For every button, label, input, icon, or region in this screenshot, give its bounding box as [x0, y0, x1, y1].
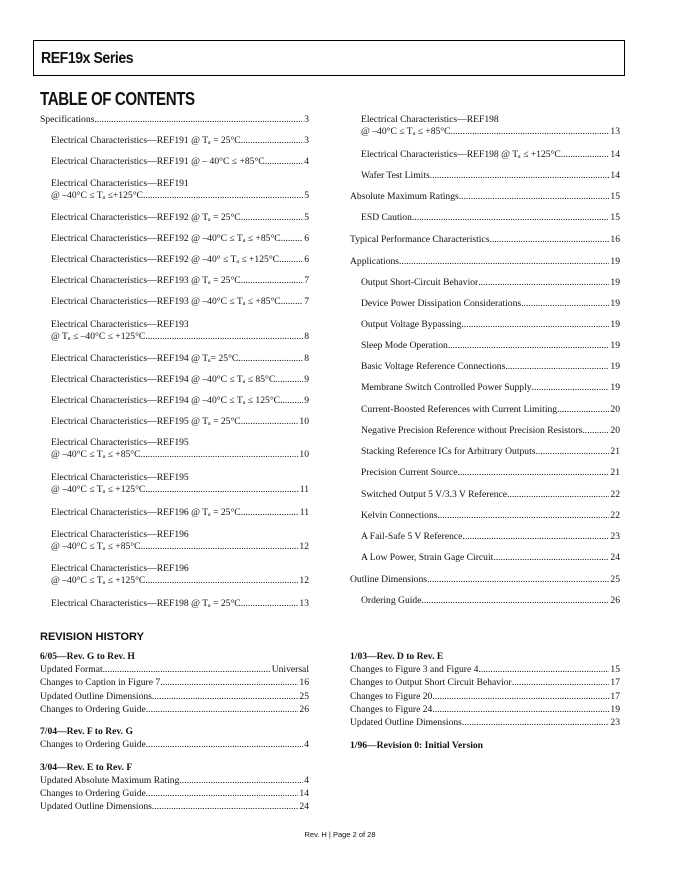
revision-item: [350, 717, 620, 729]
dot-leader: [280, 395, 303, 407]
revision-history-title: REVISION HISTORY: [40, 631, 144, 643]
toc-entry-title-line: Electrical Characteristics—REF196: [51, 563, 189, 574]
dot-leader: [412, 212, 610, 224]
dot-leader: [103, 664, 271, 676]
dot-leader: [160, 677, 298, 689]
toc-entry-title: Electrical Characteristics—REF194 @ –40°C ≤ Tₐ ≤ 85°C: [51, 374, 276, 385]
dot-leader: [146, 739, 303, 751]
toc-entry-title-line: Electrical Characteristics—REF198: [361, 114, 499, 125]
dot-leader: [241, 275, 303, 287]
revision-item: [40, 775, 309, 787]
toc-entry-title: Outline Dimensions: [350, 574, 428, 585]
toc-entry-title: Basic Voltage Reference Connections: [361, 361, 506, 372]
revision-heading: 1/03—Rev. D to Rev. E: [350, 651, 444, 662]
toc-entry-title: Electrical Characteristics—REF193 @ –40°C ≤ Tₐ ≤ +85°C: [51, 296, 281, 307]
toc-entry[interactable]: [51, 472, 309, 496]
dot-leader: [145, 575, 298, 587]
dot-leader: [432, 704, 609, 716]
toc-entry-page: 3: [304, 114, 309, 125]
revision-item-page: 24: [299, 801, 309, 813]
toc-entry[interactable]: [51, 437, 309, 461]
toc-entry-title: Electrical Characteristics—REF191 @ – 40°C ≤ +85°C: [51, 156, 265, 167]
revision-item: [40, 677, 309, 689]
revision-item-text: Changes to Ordering Guide: [40, 739, 146, 751]
toc-entry-title: Specifications: [40, 114, 95, 125]
toc-entry-title: @ –40°C ≤ Tₐ ≤ +125°C: [51, 484, 146, 495]
dot-leader: [507, 489, 609, 501]
revision-item: [40, 704, 309, 716]
toc-entry[interactable]: [350, 234, 620, 246]
toc-entry[interactable]: [361, 446, 620, 458]
toc-entry[interactable]: [40, 114, 309, 126]
revision-heading: 6/05—Rev. G to Rev. H: [40, 651, 135, 662]
toc-entry-page: 11: [299, 507, 309, 518]
toc-entry-title: @ Tₐ ≤ –40°C ≤ +125°C: [51, 331, 146, 342]
dot-leader: [478, 277, 609, 289]
toc-entry-page: 6: [304, 233, 309, 244]
toc-entry-title: Output Voltage Bypassing: [361, 319, 462, 330]
page-footer: Rev. H | Page 2 of 28: [304, 830, 376, 839]
toc-entry-title: Output Short-Circuit Behavior: [361, 277, 479, 288]
toc-entry-page: 20: [610, 404, 620, 415]
toc-entry-page: 15: [610, 212, 620, 223]
revision-item-text: Updated Format: [40, 664, 103, 675]
toc-entry-title: @ –40°C ≤ Tₐ ≤ +85°C: [51, 449, 141, 460]
revision-item-text: Changes to Ordering Guide: [40, 703, 146, 715]
dot-leader: [146, 788, 299, 800]
dot-leader: [265, 156, 304, 168]
toc-entry-page: 7: [304, 296, 309, 307]
toc-entry[interactable]: [361, 489, 620, 501]
toc-entry-title: Electrical Characteristics—REF192 @ –40° ≤ Tₐ ≤ +125°C: [51, 254, 280, 265]
toc-entry[interactable]: [51, 233, 309, 245]
toc-entry-page: 25: [610, 574, 620, 585]
revision-heading: 1/96—Revision 0: Initial Version: [350, 739, 483, 751]
toc-title: TABLE OF CONTENTS: [40, 89, 195, 109]
toc-entry-page: 20: [610, 425, 620, 436]
toc-entry-title: A Low Power, Strain Gage Circuit: [361, 552, 494, 563]
toc-entry[interactable]: [361, 404, 620, 416]
revision-item-text: Changes to Figure 20: [350, 690, 433, 702]
dot-leader: [512, 677, 610, 689]
toc-entry[interactable]: [361, 298, 620, 310]
toc-entry-page: 19: [610, 277, 620, 288]
dot-leader: [432, 691, 609, 703]
toc-entry-page: 12: [299, 541, 309, 552]
toc-entry-page: 13: [299, 598, 309, 609]
revision-item-text: Updated Outline Dimensions: [40, 801, 152, 813]
toc-entry-title: ESD Caution: [361, 212, 412, 223]
toc-entry[interactable]: [350, 574, 620, 586]
toc-entry-page: 13: [610, 126, 620, 137]
toc-entry-title: @ –40°C ≤ Tₐ ≤ +125°C: [51, 575, 146, 586]
toc-entry-title: Electrical Characteristics—REF193 @ Tₐ = 25°C: [51, 275, 241, 286]
revision-item-text: Updated Outline Dimensions: [40, 690, 152, 702]
dot-leader: [145, 484, 298, 496]
dot-leader: [448, 340, 610, 352]
toc-entry[interactable]: [350, 191, 620, 203]
dot-leader: [421, 595, 609, 607]
toc-entry-page: 8: [304, 353, 309, 364]
dot-leader: [238, 353, 303, 365]
page-header-title: REF19x Series: [41, 50, 134, 67]
revision-item-page: 25: [299, 690, 309, 702]
dot-leader: [152, 691, 298, 703]
toc-entry-title: @ –40°C ≤ Tₐ ≤ +85°C: [361, 126, 451, 137]
revision-item-page: 19: [610, 703, 620, 715]
dot-leader: [561, 149, 610, 161]
dot-leader: [281, 296, 304, 308]
dot-leader: [505, 361, 609, 373]
toc-entry-title: Electrical Characteristics—REF195 @ Tₐ = 25°C: [51, 416, 241, 427]
revision-item-page: Universal: [271, 664, 309, 675]
dot-leader: [478, 664, 609, 676]
toc-entry-title: Kelvin Connections: [361, 510, 438, 521]
toc-entry[interactable]: [361, 552, 620, 564]
toc-entry-title: Switched Output 5 V/3.3 V Reference: [361, 489, 508, 500]
toc-entry[interactable]: [51, 598, 309, 610]
toc-entry[interactable]: [51, 254, 309, 266]
toc-entry-title: Sleep Mode Operation: [361, 340, 448, 351]
toc-entry-title: Ordering Guide: [361, 595, 422, 606]
toc-entry[interactable]: [51, 374, 309, 386]
dot-leader: [532, 382, 610, 394]
dot-leader: [459, 191, 610, 203]
toc-entry-title: A Fail-Safe 5 V Reference: [361, 531, 463, 542]
toc-entry-title: Electrical Characteristics—REF191 @ Tₐ = 25°C: [51, 135, 241, 146]
revision-item: [40, 788, 309, 800]
dot-leader: [145, 331, 303, 343]
toc-entry[interactable]: [51, 296, 309, 308]
dot-leader: [275, 374, 303, 386]
toc-entry-page: 11: [299, 484, 309, 495]
toc-entry-title: Device Power Dissipation Considerations: [361, 298, 522, 309]
revision-item-text: Changes to Figure 24: [350, 703, 433, 715]
toc-entry-page: 3: [304, 135, 309, 146]
toc-entry-page: 19: [610, 256, 620, 267]
dot-leader: [462, 531, 609, 543]
page-header-box: [33, 40, 625, 76]
revision-item: [350, 691, 620, 703]
dot-leader: [430, 170, 610, 182]
revision-item-text: Changes to Ordering Guide: [40, 787, 146, 799]
toc-entry[interactable]: [51, 529, 309, 553]
revision-item-text: Updated Absolute Maximum Rating: [40, 774, 180, 786]
dot-leader: [427, 574, 609, 586]
toc-entry-page: 4: [304, 156, 309, 167]
toc-entry[interactable]: [361, 467, 620, 479]
toc-entry-page: 16: [610, 234, 620, 245]
dot-leader: [241, 416, 299, 428]
toc-entry[interactable]: [51, 178, 309, 202]
dot-leader: [143, 190, 303, 202]
dot-leader: [399, 256, 609, 268]
revision-item: [40, 664, 309, 676]
toc-entry[interactable]: [361, 114, 620, 138]
toc-entry-page: 6: [304, 254, 309, 265]
revision-item: [350, 677, 620, 689]
toc-entry-title: Wafer Test Limits: [361, 170, 430, 181]
toc-entry[interactable]: [350, 256, 620, 268]
toc-entry-page: 21: [610, 446, 620, 457]
toc-entry-title: Electrical Characteristics—REF198 @ Tₐ ≤ +125°C: [361, 149, 561, 160]
toc-entry[interactable]: [361, 149, 620, 161]
toc-entry-page: 23: [610, 531, 620, 542]
toc-entry[interactable]: [361, 170, 620, 182]
toc-entry-page: 14: [610, 149, 620, 160]
dot-leader: [141, 541, 299, 553]
toc-entry[interactable]: [51, 212, 309, 224]
toc-entry-title: Electrical Characteristics—REF194 @ Tₐ= 25°C: [51, 353, 239, 364]
revision-heading: 3/04—Rev. E to Rev. F: [40, 761, 133, 773]
toc-entry-title: Precision Current Source: [361, 467, 458, 478]
toc-entry[interactable]: [361, 212, 620, 224]
dot-leader: [462, 717, 609, 729]
dot-leader: [457, 467, 609, 479]
toc-entry-page: 19: [610, 298, 620, 309]
revision-item-page: 15: [610, 664, 620, 675]
toc-entry-page: 14: [610, 170, 620, 181]
revision-heading: 7/04—Rev. F to Rev. G: [40, 726, 133, 738]
toc-entry-title: Stacking Reference ICs for Arbitrary Outputs: [361, 446, 536, 457]
toc-entry-page: 5: [304, 212, 309, 223]
dot-leader: [281, 233, 304, 245]
toc-entry[interactable]: [51, 353, 309, 365]
dot-leader: [94, 114, 303, 126]
toc-entry[interactable]: [361, 595, 620, 607]
toc-entry-page: 19: [610, 361, 620, 372]
toc-entry[interactable]: [51, 275, 309, 287]
revision-item: [350, 704, 620, 716]
toc-entry-page: 8: [304, 331, 309, 342]
dot-leader: [241, 212, 303, 224]
toc-entry-title: Membrane Switch Controlled Power Supply: [361, 382, 532, 393]
toc-entry-page: 22: [610, 489, 620, 500]
dot-leader: [146, 704, 299, 716]
toc-entry[interactable]: [361, 319, 620, 331]
dot-leader: [279, 254, 303, 266]
toc-entry-title: Electrical Characteristics—REF194 @ –40°C ≤ Tₐ ≤ 125°C: [51, 395, 281, 406]
toc-entry-page: 10: [299, 416, 309, 427]
toc-entry[interactable]: [361, 340, 620, 352]
toc-entry-title: Applications: [350, 256, 400, 267]
toc-entry-page: 5: [304, 190, 309, 201]
dot-leader: [536, 446, 610, 458]
toc-entry[interactable]: [51, 416, 309, 428]
dot-leader: [141, 449, 299, 461]
toc-entry-title: Electrical Characteristics—REF192 @ –40°C ≤ Tₐ ≤ +85°C: [51, 233, 281, 244]
dot-leader: [451, 126, 610, 138]
toc-entry-page: 26: [610, 595, 620, 606]
toc-entry-page: 21: [610, 467, 620, 478]
revision-item: [40, 801, 309, 813]
toc-entry-title-line: Electrical Characteristics—REF191: [51, 178, 189, 189]
toc-entry-page: 12: [299, 575, 309, 586]
revision-item-page: 23: [610, 717, 620, 729]
toc-entry-title: Electrical Characteristics—REF192 @ Tₐ = 25°C: [51, 212, 241, 223]
dot-leader: [521, 298, 609, 310]
toc-entry-title: @ –40°C ≤ Tₐ ≤+125°C: [51, 190, 143, 201]
toc-entry-page: 7: [304, 275, 309, 286]
toc-entry-page: 10: [299, 449, 309, 460]
revision-item-page: 16: [299, 677, 309, 689]
toc-entry[interactable]: [361, 510, 620, 522]
toc-entry-page: 19: [610, 382, 620, 393]
dot-leader: [241, 135, 303, 147]
toc-entry[interactable]: [361, 361, 620, 373]
dot-leader: [152, 801, 298, 813]
revision-item-page: 14: [299, 787, 309, 799]
dot-leader: [241, 507, 299, 519]
revision-item-text: Changes to Caption in Figure 7: [40, 677, 161, 689]
toc-entry-page: 19: [610, 319, 620, 330]
toc-entry[interactable]: [51, 156, 309, 168]
toc-entry[interactable]: [51, 319, 309, 343]
toc-entry[interactable]: [51, 563, 309, 587]
revision-item-text: Updated Outline Dimensions: [350, 717, 462, 729]
revision-item-page: 17: [610, 690, 620, 702]
revision-item: [350, 664, 620, 676]
toc-entry[interactable]: [51, 507, 309, 519]
toc-entry-title: Current-Boosted References with Current Limiting: [361, 404, 558, 415]
toc-entry-title-line: Electrical Characteristics—REF196: [51, 529, 189, 540]
toc-entry[interactable]: [51, 395, 309, 407]
toc-entry-title-line: Electrical Characteristics—REF195: [51, 472, 189, 483]
toc-entry-title: Electrical Characteristics—REF196 @ Tₐ = 25°C: [51, 507, 241, 518]
toc-entry[interactable]: [51, 135, 309, 147]
revision-item: [40, 739, 309, 751]
toc-entry[interactable]: [361, 382, 620, 394]
toc-entry[interactable]: [361, 531, 620, 543]
dot-leader: [493, 552, 609, 564]
toc-entry-page: 9: [304, 395, 309, 406]
toc-entry-page: 24: [610, 552, 620, 563]
dot-leader: [241, 598, 299, 610]
toc-entry-page: 22: [610, 510, 620, 521]
toc-entry-title: Typical Performance Characteristics: [350, 234, 490, 245]
revision-item-page: 17: [610, 677, 620, 689]
toc-entry[interactable]: [361, 277, 620, 289]
toc-entry-title: Absolute Maximum Ratings: [350, 191, 459, 202]
toc-entry-title-line: Electrical Characteristics—REF195: [51, 437, 189, 448]
dot-leader: [179, 775, 303, 787]
revision-item-page: 4: [304, 774, 309, 786]
revision-item-text: Changes to Output Short Circuit Behavior: [350, 677, 512, 689]
toc-entry-title: Negative Precision Reference without Precision Resistors: [361, 425, 583, 436]
dot-leader: [437, 510, 609, 522]
toc-entry[interactable]: [361, 425, 620, 437]
revision-item: [40, 691, 309, 703]
dot-leader: [461, 319, 609, 331]
toc-entry-title: @ –40°C ≤ Tₐ ≤ +85°C: [51, 541, 141, 552]
toc-entry-page: 15: [610, 191, 620, 202]
dot-leader: [557, 404, 609, 416]
dot-leader: [582, 425, 609, 437]
toc-entry-title-line: Electrical Characteristics—REF193: [51, 319, 189, 330]
toc-entry-page: 9: [304, 374, 309, 385]
revision-item-page: 4: [304, 739, 309, 751]
revision-item-text: Changes to Figure 3 and Figure 4: [350, 664, 479, 675]
toc-entry-page: 19: [610, 340, 620, 351]
toc-entry-title: Electrical Characteristics—REF198 @ Tₐ = 25°C: [51, 598, 241, 609]
dot-leader: [489, 234, 609, 246]
revision-item-page: 26: [299, 703, 309, 715]
